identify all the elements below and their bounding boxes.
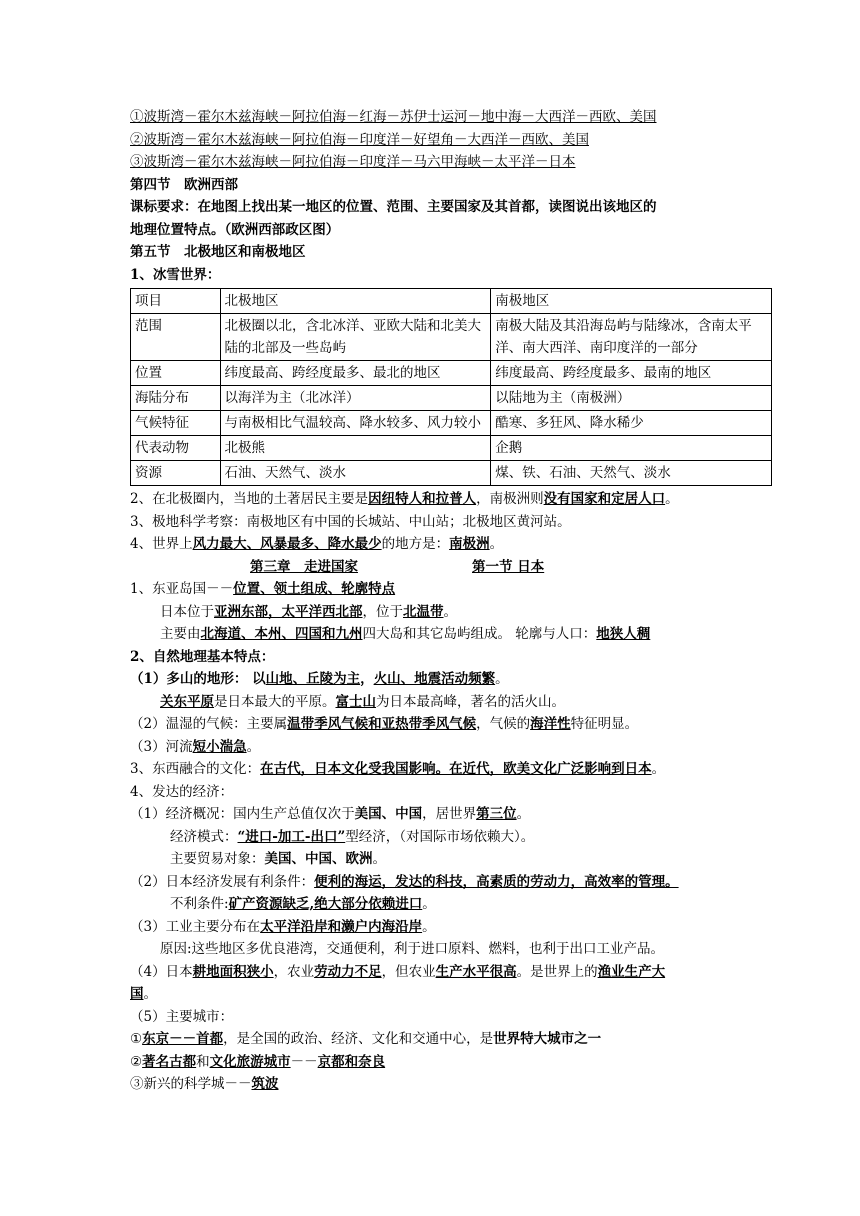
japan-point-2-2: （2）温湿的气候：主要属温带季风气候和亚热带季风气候，气候的海洋性特征明显。 bbox=[130, 716, 639, 732]
table-cell: 以海洋为主（北冰洋） bbox=[220, 386, 491, 411]
japan-point-2-1: （1）多山的地形： 以山地、丘陵为主，火山、地震活动频繁。 bbox=[130, 671, 509, 687]
table-cell: 位置 bbox=[131, 361, 221, 386]
japan-point-4-1-line3: 主要贸易对象：美国、中国、欧洲。 bbox=[170, 851, 386, 867]
chapter-heading bbox=[130, 556, 740, 579]
table-cell: 北极圈以北，含北冰洋、亚欧大陆和北美大陆的北部及一些岛屿 bbox=[220, 314, 491, 361]
table-header-cell: 项目 bbox=[131, 289, 221, 314]
route-2: ②波斯湾－霍尔木兹海峡－阿拉伯海－印度洋－好望角－大西洋－西欧、美国 bbox=[130, 131, 589, 148]
japan-point-4-4: （4）日本耕地面积狭小，农业劳动力不足，但农业生产水平很高。是世界上的渔业生产大 bbox=[130, 963, 666, 980]
polar-note-2: 2、在北极圈内，当地的土著居民主要是因纽特人和拉普人，南极洲则没有国家和定居人口。 bbox=[130, 491, 679, 507]
japan-point-4-4-line2: 国。 bbox=[130, 986, 157, 1002]
table-header-cell: 北极地区 bbox=[220, 289, 491, 314]
table-cell: 气候特征 bbox=[131, 411, 221, 436]
table-row bbox=[131, 461, 772, 486]
table-row bbox=[131, 361, 772, 386]
table-cell: 南极大陆及其沿海岛屿与陆缘冰，含南太平洋、南大西洋、南印度洋的一部分 bbox=[491, 314, 772, 361]
table-cell: 北极熊 bbox=[220, 436, 491, 461]
japan-city-1: ①东京－－首都，是全国的政治、经济、文化和交通中心，是世界特大城市之一 bbox=[130, 1031, 602, 1047]
section4-requirement-line2: 地理位置特点。（欧洲西部政区图） bbox=[130, 221, 340, 238]
japan-point-4-3-line2: 原因:这些地区多优良港湾，交通便利，利于进口原料、燃料，也利于出口工业产品。 bbox=[160, 941, 665, 957]
table-cell: 范围 bbox=[131, 314, 221, 361]
table-cell: 与南极相比气温较高、降水较多、风力较小 bbox=[220, 411, 491, 436]
table-cell: 煤、铁、石油、天然气、淡水 bbox=[491, 461, 772, 486]
polar-note-4: 4、世界上风力最大、风暴最多、降水最少的地方是：南极洲。 bbox=[130, 536, 504, 552]
section4-title: 第四节 欧洲西部 bbox=[130, 176, 238, 193]
japan-city-3: ③新兴的科学城－－筑波 bbox=[130, 1076, 279, 1092]
japan-point-4-3: （3）工业主要分布在太平洋沿岸和濑户内海沿岸。 bbox=[130, 918, 436, 935]
table-cell: 纬度最高、跨经度最多、最北的地区 bbox=[220, 361, 491, 386]
chapter-title: 第三章 走进国家 bbox=[250, 558, 358, 575]
table-cell: 代表动物 bbox=[131, 436, 221, 461]
route-3: ③波斯湾－霍尔木兹海峡－阿拉伯海－印度洋－马六甲海峡－太平洋－日本 bbox=[130, 154, 576, 170]
section5-title: 第五节 北极地区和南极地区 bbox=[130, 244, 306, 260]
table-cell: 海陆分布 bbox=[131, 386, 221, 411]
japan-point-5: （5）主要城市： bbox=[130, 1008, 234, 1025]
chapter-section-title: 第一节 日本 bbox=[472, 558, 545, 575]
japan-point-4-2-line2: 不利条件:矿产资源缺乏,绝大部分依赖进口。 bbox=[170, 896, 436, 912]
table-cell: 企鹅 bbox=[491, 436, 772, 461]
japan-point-2: 2、自然地理基本特点： bbox=[130, 648, 275, 665]
table-cell: 纬度最高、跨经度最多、最南的地区 bbox=[491, 361, 772, 386]
japan-point-1-line2: 日本位于亚洲东部，太平洋西北部，位于北温带。 bbox=[160, 603, 457, 620]
japan-point-1: 1、东亚岛国－－位置、领土组成、轮廓特点 bbox=[130, 581, 396, 597]
table-row bbox=[131, 314, 772, 361]
japan-point-1-line3: 主要由北海道、本州、四国和九州四大岛和其它岛屿组成。 轮廓与人口：地狭人稠 bbox=[160, 626, 651, 642]
route-1: ①波斯湾－霍尔木兹海峡－阿拉伯海－红海－苏伊士运河－地中海－大西洋－西欧、美国 bbox=[130, 109, 657, 125]
japan-point-4-2: （2）日本经济发展有利条件：便利的海运，发达的科技，高素质的劳动力，高效率的管理。 bbox=[130, 873, 679, 890]
japan-point-2-1-line2: 关东平原是日本最大的平原。富士山为日本最高峰，著名的活火山。 bbox=[160, 693, 565, 710]
section4-requirement-line1: 课标要求：在地图上找出某一地区的位置、范围、主要国家及其首都，读图说出该地区的 bbox=[130, 199, 657, 215]
japan-city-2: ②著名古都和文化旅游城市－－京都和奈良 bbox=[130, 1053, 386, 1070]
table-row bbox=[131, 386, 772, 411]
table-header-cell: 南极地区 bbox=[491, 289, 772, 314]
japan-point-2-3: （3）河流短小湍急。 bbox=[130, 738, 261, 755]
section5-subtitle: 1、冰雪世界： bbox=[130, 266, 221, 283]
polar-note-3: 3、极地科学考察：南极地区有中国的长城站、中山站；北极地区黄河站。 bbox=[130, 513, 571, 530]
table-header-row bbox=[131, 289, 772, 314]
japan-point-4: 4、发达的经济： bbox=[130, 783, 234, 800]
table-row bbox=[131, 436, 772, 461]
table-cell: 石油、天然气、淡水 bbox=[220, 461, 491, 486]
table-row bbox=[131, 411, 772, 436]
document-page bbox=[130, 106, 752, 1096]
japan-point-4-1: （1）经济概况：国内生产总值仅次于美国、中国，居世界第三位。 bbox=[130, 806, 531, 822]
table-cell: 资源 bbox=[131, 461, 221, 486]
table-cell: 以陆地为主（南极洲） bbox=[491, 386, 772, 411]
polar-comparison-table bbox=[130, 288, 772, 486]
japan-point-4-1-line2: 经济模式：“进口-加工-出口”型经济，（对国际市场依赖大）。 bbox=[170, 828, 535, 845]
japan-point-3: 3、东西融合的文化：在古代，日本文化受我国影响。在近代，欧美文化广泛影响到日本。 bbox=[130, 761, 666, 777]
table-cell: 酷寒、多狂风、降水稀少 bbox=[491, 411, 772, 436]
